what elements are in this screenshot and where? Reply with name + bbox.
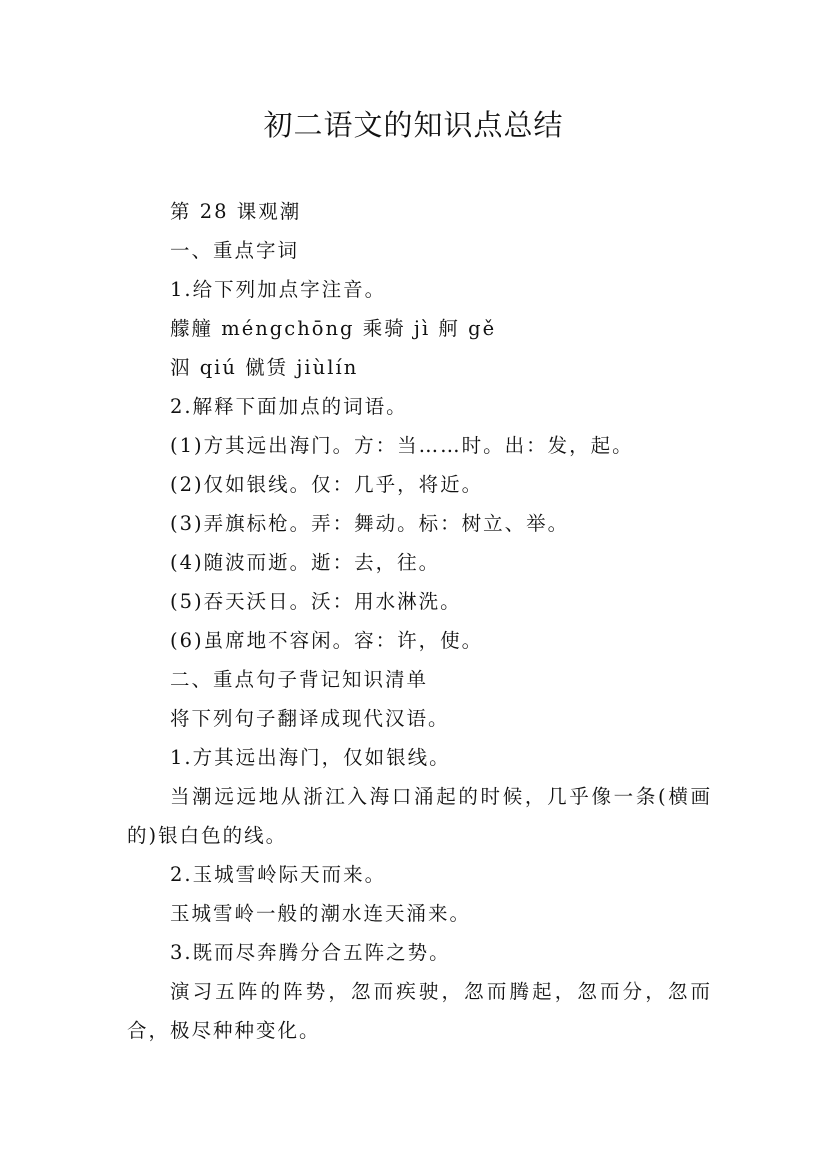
exercise-explain-prompt: 2.解释下面加点的词语。 [170,395,408,418]
sentence-2: 2.玉城雪岭际天而来。 [170,863,387,886]
explain-item-2: (2)仅如银线。仅：几乎，将近。 [170,473,484,496]
translation-3: 演习五阵的阵势，忽而疾驶，忽而腾起，忽而分，忽而合，极尽种种变化。 [127,980,712,1042]
lesson-heading: 第 28 课观潮 [170,200,302,223]
translation-1: 当潮远远地从浙江入海口涌起的时候，几乎像一条(横画的)银白色的线。 [127,785,712,847]
section-heading-key-words: 一、重点字词 [170,239,300,262]
translation-2: 玉城雪岭一般的潮水连天涌来。 [170,902,472,925]
explain-item-1: (1)方其远出海门。方：当……时。出：发，起。 [170,434,634,457]
explain-item-3: (3)弄旗标枪。弄：舞动。标：树立、举。 [170,512,570,535]
pinyin-line-2: 泅 qiú 僦赁 jiùlín [170,356,359,379]
document-title: 初二语文的知识点总结 [263,108,564,142]
sentence-1: 1.方其远出海门，仅如银线。 [170,746,451,769]
explain-item-6: (6)虽席地不容闲。容：许，使。 [170,629,484,652]
pinyin-line-1: 艨艟 méngchōng 乘骑 jì 舸 gě [170,317,497,340]
exercise-pinyin-prompt: 1.给下列加点字注音。 [170,278,387,301]
sentence-3: 3.既而尽奔腾分合五阵之势。 [170,941,451,964]
translate-prompt: 将下列句子翻译成现代汉语。 [170,707,450,730]
explain-item-5: (5)吞天沃日。沃：用水淋洗。 [170,590,462,613]
explain-item-4: (4)随波而逝。逝：去，往。 [170,551,441,574]
section-heading-key-sentences: 二、重点句子背记知识清单 [170,668,429,691]
